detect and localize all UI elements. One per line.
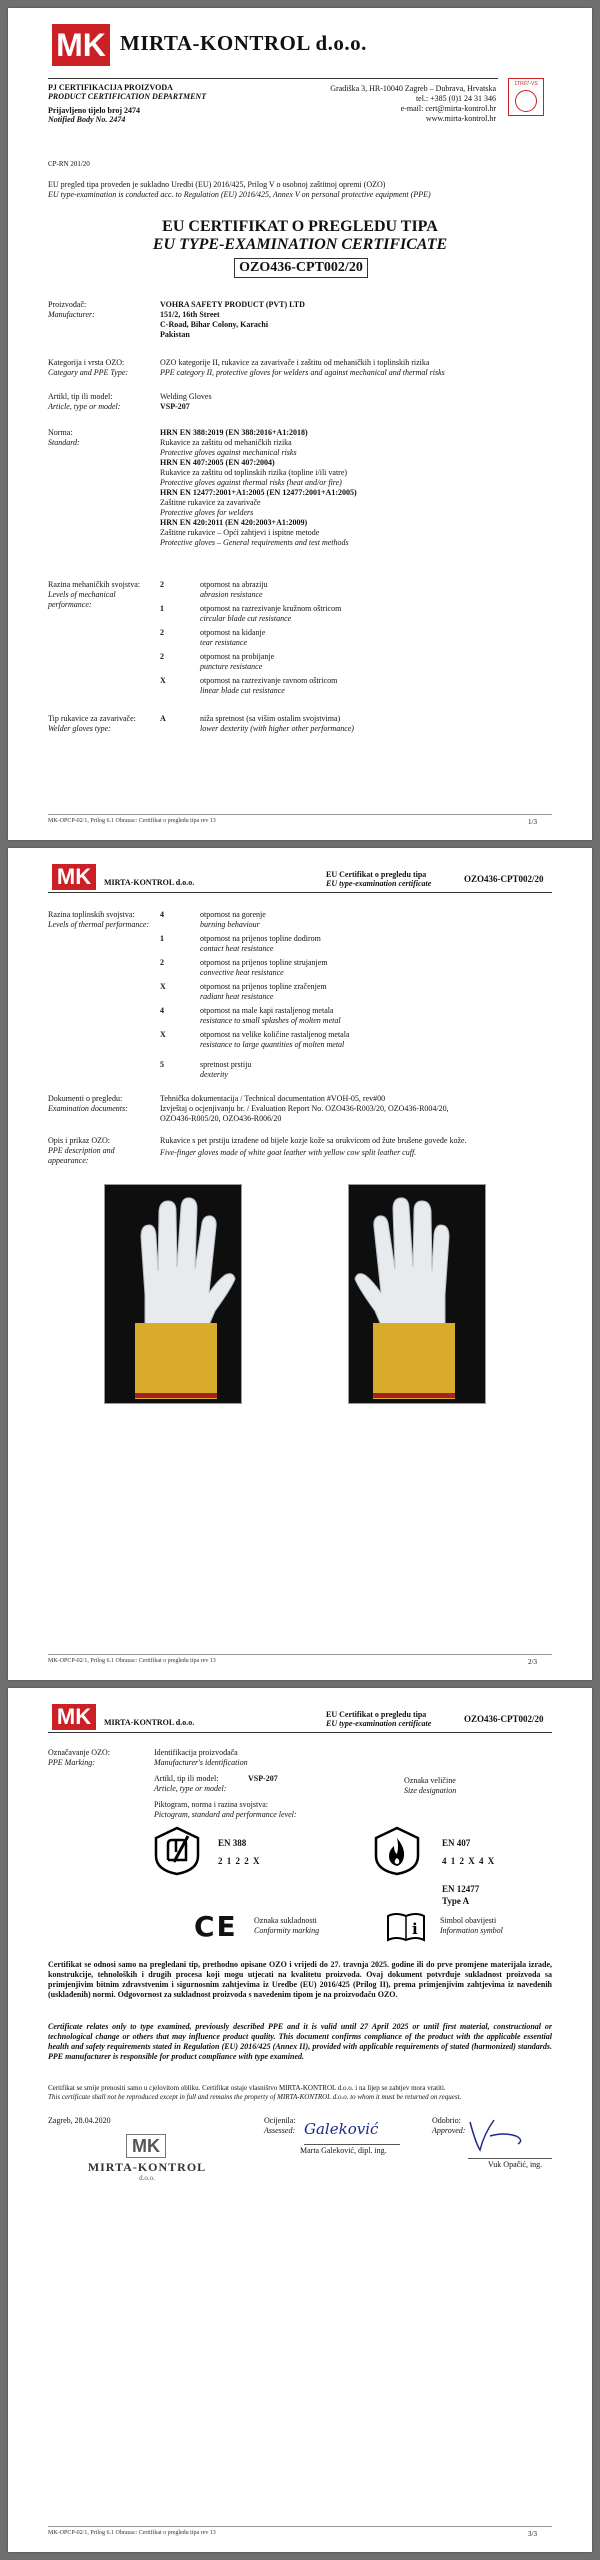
- type-desc-en: lower dexterity (with higher other performance): [200, 724, 354, 733]
- mech-desc-hr: otpornost na probijanje: [200, 652, 275, 661]
- norm-code: HRN EN 420:2011 (EN 420:2003+A1:2009): [160, 518, 308, 527]
- manufacturer-line: Pakistan: [160, 330, 190, 339]
- stamp-logo: MK: [126, 2134, 166, 2158]
- mk-logo: MK: [52, 24, 110, 66]
- picto-en: Pictogram, standard and performance level:: [154, 1810, 297, 1819]
- page-header-cert-hr: EU Certifikat o pregledu tipa: [326, 1710, 427, 1719]
- size-en: Size designation: [404, 1786, 457, 1795]
- norm-code: HRN EN 12477:2001+A1:2005 (EN 12477:2001+A1:2005): [160, 488, 357, 497]
- ppe-description-hr: Rukavice s pet prstiju izrađene od bijele kozje kože sa orukvicom od žute brušene goveđe kože.: [160, 1136, 467, 1145]
- signature-icon: [464, 2114, 534, 2156]
- mech-level: 1: [160, 604, 164, 613]
- manufacturer-line: 151/2, 16th Street: [160, 310, 220, 319]
- norm-desc-hr: Zaštitne rukavice za zavarivače: [160, 498, 261, 507]
- ref-number: CP-RN 201/20: [48, 160, 90, 168]
- mech-desc-hr: otpornost na razrezivanje ravnom oštricom: [200, 676, 338, 685]
- article-label: Artikl, tip ili model:: [154, 1774, 219, 1783]
- article-model: VSP-207: [160, 402, 190, 411]
- marking-label-hr: Označavanje OZO:: [48, 1748, 110, 1757]
- welder-type: A: [160, 714, 166, 723]
- book-info-icon: [386, 1910, 426, 1942]
- therm-desc-hr: otpornost na velike količine rastaljenog metala: [200, 1030, 350, 1039]
- approver-name: Vuk Opačić, ing.: [488, 2160, 543, 2169]
- conformity-hr: Oznaka sukladnosti: [254, 1916, 317, 1925]
- desc-label-hr: Opis i prikaz OZO:: [48, 1136, 110, 1145]
- page-header-cert-no: OZO436-CPT002/20: [464, 874, 544, 884]
- manufacturer-label-hr: Proizvođač:: [48, 300, 87, 309]
- company-name-small: MIRTA-KONTROL d.o.o.: [104, 1718, 195, 1727]
- certificate-page-1: [8, 8, 592, 840]
- validity-hr: Certifikat se odnosi samo na pregledani tip, prethodno opisane OZO i vrijedi do 27. travnja 2025. godine ili do prve promjene materijala izrade, konstrukcije, tehnoloških i drugih procesa koji mogu utjecati na kvalitetu proizvoda. Ovaj dokument potvrđuje sukladnost proizvoda sa primjenjivim bitnim zdravstvenim i sigurnosnim zahtjevima iz Uredbe (EU) 2016/425 (Prilog II), prema primjenjivim zahtjevima iz navedenih (usklađenih) normi. Odgovornost za sukladnost proizvoda s navedenim tipom je na proizvođaču OZO.: [48, 1960, 552, 1999]
- therm-desc-hr: otpornost na gorenje: [200, 910, 266, 919]
- mech-desc-en: puncture resistance: [200, 662, 263, 671]
- en407-pictogram: [374, 1826, 420, 1876]
- svg-text:i: i: [412, 1920, 418, 1938]
- page-header-cert-en: EU type-examination certificate: [326, 879, 432, 888]
- norm-label-hr: Norma:: [48, 428, 73, 437]
- issue-date: Zagreb, 28.04.2020: [48, 2116, 111, 2125]
- manufacturer-line: VOHRA SAFETY PRODUCT (PVT) LTD: [160, 300, 305, 309]
- glove-photo-back: [348, 1184, 486, 1404]
- company-name-small: MIRTA-KONTROL d.o.o.: [104, 878, 195, 887]
- glove-photo-front: [104, 1184, 242, 1404]
- info-en: Information symbol: [440, 1926, 503, 1935]
- therm-desc-hr: otpornost na prijenos topline strujanjem: [200, 958, 328, 967]
- dexterity-level: 5: [160, 1060, 164, 1069]
- norm-desc-en: Protective gloves against thermal risks (heat and/or fire): [160, 478, 342, 487]
- ce-mark: CE: [194, 1910, 238, 1943]
- article-name: Welding Gloves: [160, 392, 212, 401]
- norm-desc-en: Protective gloves – General requirements and test methods: [160, 538, 349, 547]
- norm-code: HRN EN 388:2019 (EN 388:2016+A1:2018): [160, 428, 308, 437]
- therm-desc-en: radiant heat resistance: [200, 992, 274, 1001]
- norm-label-en: Standard:: [48, 438, 80, 447]
- en12477-type: Type A: [442, 1896, 470, 1906]
- article-label-hr: Artikl, tip ili model:: [48, 392, 113, 401]
- article-label-en: Article, type or model:: [154, 1784, 227, 1793]
- address: Gradiška 3, HR-10040 Zagreb – Dubrava, Hrvatska: [330, 84, 496, 93]
- en388-label: EN 388: [218, 1838, 247, 1848]
- iso-badge-text: 1TR07-VS: [514, 81, 538, 87]
- approved-label-hr: Odobrio:: [432, 2116, 461, 2125]
- category-en: PPE category II, protective gloves for welders and against mechanical and thermal risks: [160, 368, 445, 377]
- dept-en: PRODUCT CERTIFICATION DEPARTMENT: [48, 92, 207, 101]
- therm-desc-en: contact heat resistance: [200, 944, 274, 953]
- website[interactable]: www.mirta-kontrol.hr: [425, 114, 496, 123]
- mech-level: 2: [160, 628, 164, 637]
- category-label-hr: Kategorija i vrsta OZO:: [48, 358, 125, 367]
- en12477-label: EN 12477: [442, 1884, 480, 1894]
- page-header-cert-no: OZO436-CPT002/20: [464, 1714, 544, 1724]
- assessed-label-hr: Ocijenila:: [264, 2116, 296, 2125]
- mech-desc-en: tear resistance: [200, 638, 248, 647]
- certificate-number: OZO436-CPT002/20: [234, 258, 368, 278]
- ppe-description-en: Five-finger gloves made of white goat leather with yellow cow split leather cuff.: [160, 1148, 417, 1157]
- docs-label-hr: Dokumenti o pregledu:: [48, 1094, 123, 1103]
- dexterity-en: dexterity: [200, 1070, 228, 1079]
- manufacturer-line: C-Road, Bihar Colony, Karachi: [160, 320, 269, 329]
- information-symbol: [386, 1910, 426, 1942]
- mech-label-en: Levels of mechanical performance:: [48, 590, 116, 609]
- page-header-cert-en: EU type-examination certificate: [326, 1719, 432, 1728]
- category-hr: OZO kategorije II, rukavice za zavarivače i zaštitu od mehaničkih i toplinskih rizika: [160, 358, 430, 367]
- ident-hr: Identifikacija proizvođača: [154, 1748, 238, 1757]
- mech-level: X: [160, 676, 166, 685]
- type-desc-hr: niža spretnost (sa višim ostalim svojstvima): [200, 714, 341, 723]
- certificate-page-2: [8, 848, 592, 1680]
- mech-desc-en: circular blade cut resistance: [200, 614, 292, 623]
- ident-en: Manufacturer's identification: [154, 1758, 248, 1767]
- norm-desc-hr: Zaštitne rukavice – Opći zahtjevi i ispitne metode: [160, 528, 320, 537]
- flame-icon: [374, 1826, 420, 1876]
- therm-level: 4: [160, 1006, 164, 1015]
- marking-label-en: PPE Marking:: [48, 1758, 95, 1767]
- norm-desc-hr: Rukavice za zaštitu od mehaničkih rizika: [160, 438, 292, 447]
- intro-en: EU type-examination is conducted acc. to Regulation (EU) 2016/425, Annex V on personal protective equipment (PPE): [48, 190, 431, 199]
- glove-back-icon: [349, 1185, 485, 1403]
- therm-label-hr: Razina toplinskih svojstva:: [48, 910, 135, 919]
- copy-notice-hr: Certifikat se smije prenositi samo u cjelovitom obliku. Certifikat ostaje vlasništvo MIRTA-KONTROL d.o.o. i na lijep se zahtjev mora vratiti.: [48, 2084, 446, 2092]
- assessor-signature: Galeković: [304, 2120, 379, 2138]
- docs-label-en: Examination documents:: [48, 1104, 128, 1113]
- mech-level: 2: [160, 652, 164, 661]
- mech-desc-en: linear blade cut resistance: [200, 686, 285, 695]
- tel: tel.: +385 (0)1 24 31 346: [415, 94, 496, 103]
- docs-line: OZO436-R005/20, OZO436-R006/20: [160, 1114, 282, 1123]
- therm-desc-hr: otpornost na prijenos topline dodirom: [200, 934, 321, 943]
- desc-label-en: PPE description and appearance:: [48, 1146, 115, 1165]
- mech-label-hr: Razina mehaničkih svojstva:: [48, 580, 140, 589]
- iso-seal-icon: [515, 90, 537, 112]
- mech-desc-hr: otpornost na abraziju: [200, 580, 268, 589]
- therm-desc-hr: otpornost na prijenos topline zračenjem: [200, 982, 327, 991]
- info-hr: Simbol obavijesti: [440, 1916, 497, 1925]
- type-label-en: Welder gloves type:: [48, 724, 111, 733]
- assessor-name: Marta Galeković, dipl. ing.: [300, 2146, 387, 2155]
- dexterity-hr: spretnost prstiju: [200, 1060, 252, 1069]
- title-en: EU TYPE-EXAMINATION CERTIFICATE: [152, 236, 448, 253]
- company-name: MIRTA-KONTROL d.o.o.: [120, 31, 367, 55]
- approved-label-en: Approved:: [432, 2126, 466, 2135]
- certificate-page-3: [8, 1688, 592, 2552]
- notified-body-en: Notified Body No. 2474: [48, 115, 126, 124]
- article-value: VSP-207: [248, 1774, 278, 1783]
- mech-desc-en: abrasion resistance: [200, 590, 263, 599]
- norm-desc-en: Protective gloves for welders: [160, 508, 254, 517]
- therm-desc-en: burning behaviour: [200, 920, 260, 929]
- approver-signature-scribble: [464, 2114, 534, 2156]
- glove-front-icon: [105, 1185, 241, 1403]
- therm-level: 2: [160, 958, 164, 967]
- conformity-en: Conformity marking: [254, 1926, 320, 1935]
- norm-desc-en: Protective gloves against mechanical risks: [160, 448, 297, 457]
- docs-line: Tehnička dokumentacija / Technical documentation #VOH-05, rev#00: [160, 1094, 386, 1103]
- therm-desc-en: convective heat resistance: [200, 968, 284, 977]
- en388-pictogram: [154, 1826, 200, 1876]
- en407-label: EN 407: [442, 1838, 471, 1848]
- therm-desc-en: resistance to large quantities of molten metal: [200, 1040, 345, 1049]
- mech-desc-hr: otpornost na kidanje: [200, 628, 266, 637]
- type-label-hr: Tip rukavice za zavarivače:: [48, 714, 136, 723]
- therm-level: 4: [160, 910, 164, 919]
- page-number: 3/3: [528, 2530, 537, 2538]
- page-number: 1/3: [528, 818, 537, 826]
- intro-hr: EU pregled tipa proveden je sukladno Uredbi (EU) 2016/425, Prilog V o osobnoj zaštitnoj opremi (OZO): [48, 180, 386, 189]
- category-label-en: Category and PPE Type:: [48, 368, 129, 377]
- manufacturer-label-en: Manufacturer:: [48, 310, 95, 319]
- mech-desc-hr: otpornost na razrezivanje kružnom oštricom: [200, 604, 342, 613]
- assessed-label-en: Assessed:: [264, 2126, 296, 2135]
- mech-level: 2: [160, 580, 164, 589]
- footer-form: MK-OPCP-02/1, Prilog 6.1 Obrazac: Certifikat o pregledu tipa rev 13: [48, 818, 216, 824]
- norm-desc-hr: Rukavice za zaštitu od toplinskih rizika (topline i/ili vatre): [160, 468, 348, 477]
- dept-hr: PJ CERTIFIKACIJA PROIZVODA: [48, 83, 173, 92]
- en388-code: 2 1 2 2 X: [218, 1856, 261, 1866]
- email: e-mail: cert@mirta-kontrol.hr: [400, 104, 496, 113]
- mechanical-risk-icon: [154, 1826, 200, 1876]
- footer-form: MK-OPCP-02/1, Prilog 6.1 Obrazac: Certifikat o pregledu tipa rev 13: [48, 1658, 216, 1664]
- docs-line: Izvještaj o ocjenjivanju br. / Evaluation Report No. OZO436-R003/20, OZO436-R004/20,: [160, 1104, 449, 1113]
- therm-level: 1: [160, 934, 164, 943]
- mk-logo: MK: [52, 864, 96, 890]
- therm-desc-en: resistance to small splashes of molten metal: [200, 1016, 341, 1025]
- stamp-name: MIRTA-KONTROL: [87, 2160, 207, 2174]
- norm-code: HRN EN 407:2005 (EN 407:2004): [160, 458, 275, 467]
- footer-form: MK-OPCP-02/1, Prilog 6.1 Obrazac: Certifikat o pregledu tipa rev 13: [48, 2530, 216, 2536]
- iso-badge: [508, 78, 544, 116]
- copy-notice-en: This certificate shall not be reproduced except in full and remains the property of MIRTA-KONTROL d.o.o. to whom it must be returned on request.: [48, 2093, 462, 2101]
- therm-level: X: [160, 1030, 166, 1039]
- notified-body-hr: Prijavljeno tijelo broj 2474: [48, 106, 141, 115]
- en407-code: 4 1 2 X 4 X: [442, 1856, 496, 1866]
- picto-hr: Piktogram, norma i razina svojstva:: [154, 1800, 268, 1809]
- page-header-cert-hr: EU Certifikat o pregledu tipa: [326, 870, 427, 879]
- article-label-en: Article, type or model:: [48, 402, 121, 411]
- therm-level: X: [160, 982, 166, 991]
- title-hr: EU CERTIFIKAT O PREGLEDU TIPA: [162, 218, 438, 235]
- mk-logo: MK: [52, 1704, 96, 1730]
- size-hr: Oznaka veličine: [404, 1776, 456, 1785]
- therm-desc-hr: otpornost na male kapi rastaljenog metala: [200, 1006, 334, 1015]
- stamp-sub: d.o.o.: [139, 2174, 155, 2182]
- page-number: 2/3: [528, 1658, 537, 1666]
- therm-label-en: Levels of thermal performance:: [48, 920, 150, 929]
- validity-en: Certificate relates only to type examined, previously described PPE and it is valid until 27 April 2025 or until first material, constructional or technological change or others that may influence product quality. This document confirms compliance of the product with the applicable essential health and safety requirements stated in Regulation (EU) 2016/425 (Annex II), provided with applicable requirements of stated (harmonized) standards. PPE manufacturer is responsible for product compliance with type examined.: [48, 2022, 552, 2061]
